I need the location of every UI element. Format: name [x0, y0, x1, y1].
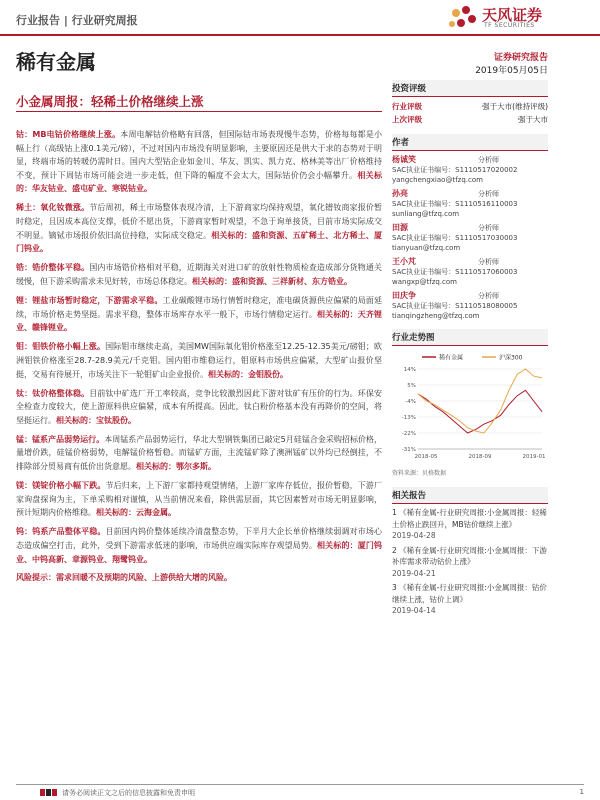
rating-heading: 投资评级 — [392, 80, 548, 97]
trend-chart-svg — [392, 349, 548, 467]
commodity-paragraph — [16, 387, 382, 428]
paragraph-lead: 镁：镁锭价格小幅下跌。 — [16, 481, 106, 491]
related-reports — [392, 507, 548, 617]
related-report-title[interactable]: 1 《稀有金属-行业研究周报:小金属周报：轻稀土价格止跌回升，MB钴价继续上涨》 — [392, 508, 547, 529]
author-item — [392, 257, 548, 287]
paragraph-lead: 钴：MB电钴价格继续上涨。 — [16, 130, 121, 139]
commodity-paragraph — [16, 433, 382, 474]
x-tick-label: 2018-09 — [468, 454, 492, 460]
related-report-title[interactable]: 3 《稀有金属-行业研究周报:小金属周报：钴价继续上涨，钴价上调》 — [392, 583, 547, 604]
rating-label: 行业评级 — [392, 102, 422, 111]
paragraph-body: 目前国内钨价整体延续冷清盘整态势，下半月大企长单价格继续弱调对市场心态造成偏空打击，此外，受到下游需求低迷的影响，市场供应端实际库存观望局势。 — [16, 527, 382, 551]
author-item — [392, 291, 548, 321]
paragraph-body: 节后归来，上下游厂家都持观望情绪，上游厂家库存低位，报价暂稳，下游厂家询盘探询为主，下单采购相对谨慎，从当前情况来看，除供需层面，其它因素暂对市场无明显影响，预计短期内价格维稳。 — [16, 481, 382, 518]
paragraph-list — [16, 128, 382, 566]
related-report-date: 2019-04-21 — [392, 568, 436, 578]
author-email[interactable]: tianyuan@tfzq.com — [392, 244, 461, 252]
paragraph-lead: 锆：锆价整体平稳。 — [16, 263, 90, 273]
author-cert-code: SAC执业证书编号：S1110518080005 — [392, 302, 518, 310]
author-item — [392, 223, 548, 253]
risk-warning: 风险提示：需求回暖不及预期的风险、上游供给大增的风险。 — [16, 572, 232, 582]
related-stocks: 相关标的：华友钴业、盛屯矿业、寒锐钴业。 — [16, 170, 383, 194]
paragraph-lead: 钛：钛价格整体稳。 — [16, 388, 90, 398]
author-cert-code: SAC执业证书编号：S1110516110003 — [392, 200, 518, 208]
company-name: 天风证券 — [482, 6, 543, 24]
y-tick-label: -13% — [401, 415, 416, 421]
legend-label: 沪深300 — [499, 354, 523, 362]
paragraph-body: 节后周初，稀土市场整体表现冷清，上下游商家均保持观望，氧化镨钕商家报价暂时稳定，且因成本高位支撑，低价不愿出货，下游商家暂时观望，不急于询单接货，目前市场实际成交不明显。镝铽市场报价依旧高位持稳，实际成交稳定。 — [16, 203, 383, 240]
y-tick-label: 5% — [407, 383, 416, 389]
related-stocks: 相关标的：盛和资源、三祥新材、东方锆业。 — [192, 276, 352, 286]
author-email[interactable]: yangchengxiao@tfzq.com — [392, 176, 483, 184]
report-date: 2019年05月05日 — [475, 66, 548, 76]
related-report-item[interactable] — [392, 582, 548, 617]
paragraph-body: 国内市场锆价格相对平稳，近期海关对进口矿的放射性物质检查造成部分货物通关缓慢，但下游采购需求未见好转，市场总体稳定。 — [16, 263, 383, 286]
related-report-item[interactable] — [392, 507, 548, 542]
author-email[interactable]: tianqingzheng@tfzq.com — [392, 312, 480, 320]
rating-value: 强于大市 — [518, 115, 548, 124]
paragraph-body: 本周锰系产品弱势运行，华北大型钢铁集团已敲定5月硅锰合金采购招标价格，量增价跌，硅锰价格弱势，电解锰价格暂稳。而锰矿方面，主流锰矿除了澳洲锰矿以外均已经倒挂，不排除部分贸易商有低价出货意愿。 — [16, 434, 383, 472]
related-report-item[interactable] — [392, 545, 548, 580]
rating-value: 强于大市(维持评级) — [482, 102, 548, 111]
author-name: 田源 — [392, 223, 408, 232]
main-content — [16, 128, 382, 583]
legend-label: 稀有金属 — [439, 354, 464, 362]
author-name: 田庆争 — [392, 291, 416, 300]
author-item — [392, 155, 548, 185]
author-email[interactable]: wangxp@tfzq.com — [392, 278, 457, 286]
y-tick-label: 14% — [403, 367, 416, 373]
paragraph-body: 工业碳酸锂市场行情暂时稳定，准电碳货源供应偏紧的局面延续，市场价格走势坚挺。需求平稳，整体市场库存水平一般下，市场行情稳定运行。 — [16, 296, 382, 319]
industry-name: 稀有金属 — [16, 50, 96, 74]
industry-trend-chart — [392, 349, 548, 467]
y-tick-label: -31% — [401, 447, 416, 453]
related-report-date: 2019-04-28 — [392, 531, 436, 540]
title-underline — [16, 111, 382, 112]
author-role: 分析师 — [478, 190, 499, 198]
authors-heading: 作者 — [392, 134, 548, 151]
y-tick-label: -22% — [401, 431, 416, 437]
report-category: 行业报告 | 行业研究周报 — [16, 14, 138, 27]
author-cert-code: SAC执业证书编号：S1110517060003 — [392, 268, 518, 276]
paragraph-body: 本周电解钴价格略有回落，但国际钴市场表现慢牛态势，价格每每都是小幅上行（高级钴上涨0.1美元/磅），不过对国内市场没有明显影响，主要原因还是供大于求的态势对于明显，终端市场的转暖仍需时日。国内大型钴企业如金川、华友、凯实、凯力克、格林美等出厂价格维持不变，预计下周钴市场可能会进一步走低，但下降的幅度不会太大，国际钴价仍会小幅攀升。 — [16, 130, 383, 180]
commodity-paragraph — [16, 525, 382, 566]
x-tick-label: 2019-01 — [522, 454, 546, 460]
footer-divider — [16, 784, 584, 785]
related-stocks: 相关标的：盛和资源、五矿稀土、北方稀土、厦门钨业。 — [16, 230, 383, 254]
page-number: 1 — [579, 788, 584, 796]
rating-row — [392, 100, 548, 113]
author-name: 杨诚笑 — [392, 155, 416, 164]
related-stocks: 相关标的：天齐锂业、赣锋锂业。 — [16, 309, 383, 333]
chart-heading: 行业走势图 — [392, 329, 548, 346]
paragraph-body: 目前钛中矿选厂开工率较高，竞争比较激烈因此下游对钛矿有压价的行为。环保安全检查力度较大，使上游原料供应偏紧，成本有所提高。因此，钛白粉价格基本没有再降价的空间，将坚挺运行。 — [16, 388, 383, 425]
rating-row — [392, 113, 548, 126]
related-stocks: 相关标的：鄂尔多斯。 — [136, 462, 216, 472]
author-cert-code: SAC执业证书编号：S1110517020002 — [392, 166, 518, 174]
author-role: 分析师 — [478, 258, 499, 266]
disclaimer-note: 请务必阅读正文之后的信息披露和免责申明 — [62, 789, 195, 797]
author-email[interactable]: sunliang@tfzq.com — [392, 210, 460, 218]
company-name-en: TF SECURITIES — [484, 22, 535, 29]
x-tick-label: 2018-05 — [414, 454, 438, 460]
related-report-title[interactable]: 2 《稀有金属-行业研究周报:小金属周报：下游补库需求带动钴价上涨》 — [392, 545, 547, 566]
commodity-paragraph — [16, 479, 382, 520]
paragraph-lead: 锰：锰系产品弱势运行。 — [16, 434, 105, 444]
author-cert-code: SAC执业证书编号：S1110517030003 — [392, 234, 518, 242]
author-name: 孙亮 — [392, 189, 408, 198]
series-line — [418, 390, 542, 433]
report-type: 证券研究报告 — [493, 53, 548, 63]
paragraph-lead: 锂：锂盐市场暂时稳定，下游需求平稳。 — [16, 296, 163, 306]
related-stocks: 相关标的：厦门钨业、中钨高新、章源钨业、翔鹭钨业。 — [16, 541, 383, 564]
commodity-paragraph — [16, 261, 382, 288]
sidebar — [392, 80, 548, 620]
related-stocks: 相关标的：云海金属。 — [96, 508, 176, 518]
author-role: 分析师 — [478, 224, 499, 232]
author-item — [392, 189, 548, 219]
commodity-paragraph — [16, 340, 382, 381]
related-stocks: 相关标的：金钼股份。 — [208, 369, 288, 379]
rating-label: 上次评级 — [392, 115, 422, 124]
commodity-paragraph — [16, 128, 382, 196]
rating-table — [392, 100, 548, 126]
paragraph-lead: 钨：钨系产品整体平稳。 — [16, 527, 106, 537]
paragraph-lead: 稀土：氧化钕微涨。 — [16, 203, 90, 213]
author-list — [392, 155, 548, 321]
report-title: 小金属周报：轻稀土价格继续上涨 — [16, 94, 204, 109]
author-role: 分析师 — [478, 292, 499, 300]
header-divider — [0, 34, 600, 36]
author-role: 分析师 — [478, 156, 499, 164]
footer-logo-icon — [40, 788, 58, 797]
y-tick-label: -4% — [405, 399, 416, 405]
related-heading: 相关报告 — [392, 487, 548, 504]
chart-source: 资料来源：贝格数据 — [392, 470, 447, 477]
paragraph-body: 国际钼市继续走高，美国MW国际氧化钼价格涨至12.25-12.35美元/磅钼；欧洲钼铁价格涨至28.7-28.9美元/千克钼。国内钼市维稳运行，钼原料市场供应偏紧，大型矿山报价坚挺，交易有待展开，市场关注下一轮钼矿山企业报价。 — [16, 342, 383, 379]
paragraph-lead: 钼：钼铁价格小幅上涨。 — [16, 342, 106, 352]
author-name: 王小芃 — [392, 257, 416, 266]
related-report-date: 2019-04-14 — [392, 606, 436, 615]
commodity-paragraph — [16, 294, 382, 335]
related-stocks: 相关标的：宝钛股份。 — [56, 415, 136, 425]
commodity-paragraph — [16, 201, 382, 255]
